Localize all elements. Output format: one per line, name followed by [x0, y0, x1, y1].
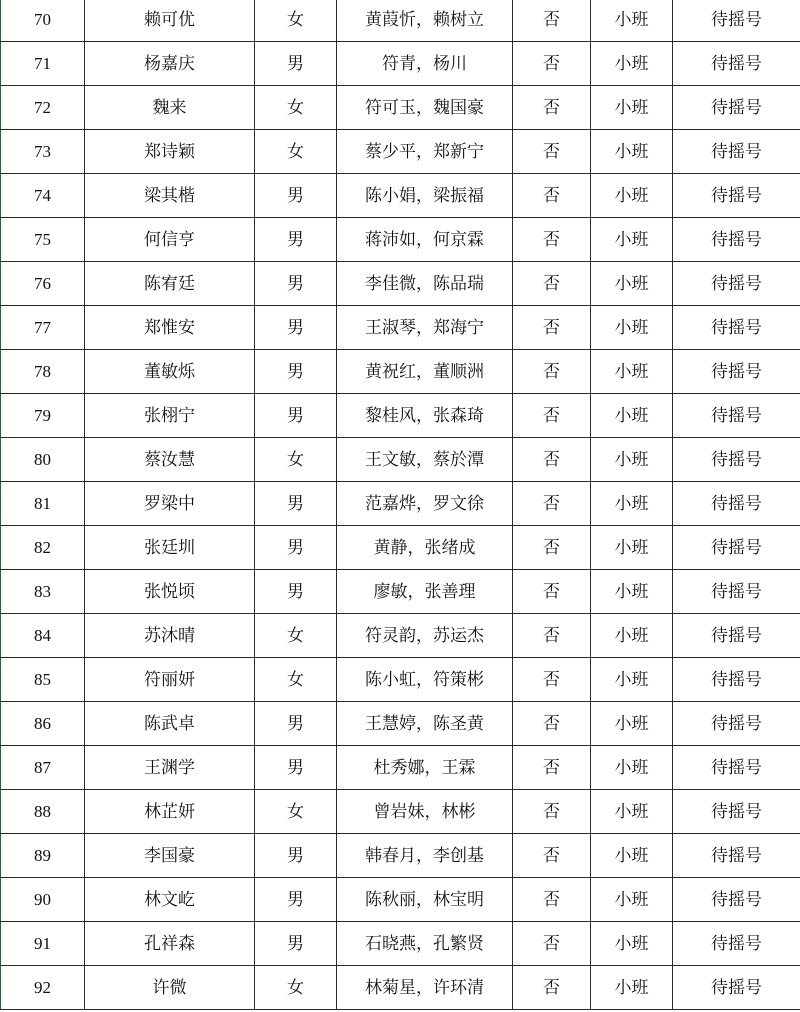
gender-cell: 女	[255, 966, 337, 1010]
priority-flag-cell: 否	[513, 702, 591, 746]
table-row	[1, 482, 800, 526]
child-name-cell: 何信亨	[85, 218, 255, 262]
lottery-status-cell: 待摇号	[673, 570, 800, 614]
serial-number-cell: 80	[1, 438, 85, 482]
serial-number-cell: 82	[1, 526, 85, 570]
guardians-cell: 王淑琴，郑海宁	[337, 306, 513, 350]
lottery-status-cell: 待摇号	[673, 922, 800, 966]
guardians-cell: 石晓燕，孔繁贤	[337, 922, 513, 966]
guardians-cell: 蔡少平，郑新宁	[337, 130, 513, 174]
gender-cell: 女	[255, 790, 337, 834]
child-name-cell: 陈武卓	[85, 702, 255, 746]
lottery-status-cell: 待摇号	[673, 482, 800, 526]
table-row	[1, 262, 800, 306]
table-row	[1, 306, 800, 350]
table-row	[1, 790, 800, 834]
guardians-cell: 陈小娟，梁振福	[337, 174, 513, 218]
child-name-cell: 苏沐晴	[85, 614, 255, 658]
priority-flag-cell: 否	[513, 350, 591, 394]
child-name-cell: 李国豪	[85, 834, 255, 878]
guardians-cell: 符灵韵，苏运杰	[337, 614, 513, 658]
priority-flag-cell: 否	[513, 966, 591, 1010]
serial-number-cell: 89	[1, 834, 85, 878]
table-row	[1, 922, 800, 966]
guardians-cell: 黎桂风，张森琦	[337, 394, 513, 438]
gender-cell: 男	[255, 482, 337, 526]
serial-number-cell: 75	[1, 218, 85, 262]
class-level-cell: 小班	[591, 658, 673, 702]
lottery-status-cell: 待摇号	[673, 218, 800, 262]
class-level-cell: 小班	[591, 262, 673, 306]
class-level-cell: 小班	[591, 438, 673, 482]
class-level-cell: 小班	[591, 746, 673, 790]
table-row	[1, 966, 800, 1010]
lottery-status-cell: 待摇号	[673, 86, 800, 130]
class-level-cell: 小班	[591, 394, 673, 438]
class-level-cell: 小班	[591, 790, 673, 834]
child-name-cell: 魏来	[85, 86, 255, 130]
lottery-status-cell: 待摇号	[673, 790, 800, 834]
gender-cell: 男	[255, 350, 337, 394]
priority-flag-cell: 否	[513, 42, 591, 86]
serial-number-cell: 77	[1, 306, 85, 350]
gender-cell: 男	[255, 834, 337, 878]
lottery-status-cell: 待摇号	[673, 658, 800, 702]
lottery-status-cell: 待摇号	[673, 702, 800, 746]
serial-number-cell: 88	[1, 790, 85, 834]
lottery-status-cell: 待摇号	[673, 174, 800, 218]
child-name-cell: 蔡汝慧	[85, 438, 255, 482]
child-name-cell: 张悦顷	[85, 570, 255, 614]
serial-number-cell: 83	[1, 570, 85, 614]
priority-flag-cell: 否	[513, 790, 591, 834]
guardians-cell: 蒋沛如，何京霖	[337, 218, 513, 262]
table-row	[1, 86, 800, 130]
guardians-cell: 黄静，张绪成	[337, 526, 513, 570]
serial-number-cell: 79	[1, 394, 85, 438]
guardians-cell: 王文敏，蔡於潭	[337, 438, 513, 482]
table-row	[1, 658, 800, 702]
guardians-cell: 范嘉烨，罗文徐	[337, 482, 513, 526]
table-row	[1, 394, 800, 438]
class-level-cell: 小班	[591, 86, 673, 130]
priority-flag-cell: 否	[513, 526, 591, 570]
class-level-cell: 小班	[591, 218, 673, 262]
lottery-status-cell: 待摇号	[673, 306, 800, 350]
priority-flag-cell: 否	[513, 174, 591, 218]
lottery-status-cell: 待摇号	[673, 42, 800, 86]
serial-number-cell: 76	[1, 262, 85, 306]
gender-cell: 男	[255, 526, 337, 570]
priority-flag-cell: 否	[513, 570, 591, 614]
guardians-cell: 韩春月，李创基	[337, 834, 513, 878]
guardians-cell: 杜秀娜，王霖	[337, 746, 513, 790]
gender-cell: 男	[255, 306, 337, 350]
lottery-status-cell: 待摇号	[673, 130, 800, 174]
serial-number-cell: 92	[1, 966, 85, 1010]
lottery-status-cell: 待摇号	[673, 526, 800, 570]
table-row	[1, 834, 800, 878]
lottery-status-cell: 待摇号	[673, 878, 800, 922]
child-name-cell: 符丽妍	[85, 658, 255, 702]
priority-flag-cell: 否	[513, 438, 591, 482]
gender-cell: 男	[255, 262, 337, 306]
guardians-cell: 李佳微，陈品瑞	[337, 262, 513, 306]
serial-number-cell: 84	[1, 614, 85, 658]
class-level-cell: 小班	[591, 878, 673, 922]
lottery-status-cell: 待摇号	[673, 614, 800, 658]
priority-flag-cell: 否	[513, 922, 591, 966]
serial-number-cell: 86	[1, 702, 85, 746]
priority-flag-cell: 否	[513, 834, 591, 878]
class-level-cell: 小班	[591, 702, 673, 746]
priority-flag-cell: 否	[513, 658, 591, 702]
table-row	[1, 0, 800, 42]
gender-cell: 女	[255, 86, 337, 130]
gender-cell: 女	[255, 130, 337, 174]
lottery-status-cell: 待摇号	[673, 746, 800, 790]
lottery-status-cell: 待摇号	[673, 394, 800, 438]
lottery-status-cell: 待摇号	[673, 438, 800, 482]
child-name-cell: 罗梁中	[85, 482, 255, 526]
child-name-cell: 郑诗颖	[85, 130, 255, 174]
roster-body	[1, 0, 800, 1010]
priority-flag-cell: 否	[513, 746, 591, 790]
guardians-cell: 黄祝红，董顺洲	[337, 350, 513, 394]
gender-cell: 男	[255, 218, 337, 262]
serial-number-cell: 70	[1, 0, 85, 42]
child-name-cell: 杨嘉庆	[85, 42, 255, 86]
serial-number-cell: 81	[1, 482, 85, 526]
table-row	[1, 130, 800, 174]
child-name-cell: 林文屹	[85, 878, 255, 922]
table-row	[1, 438, 800, 482]
class-level-cell: 小班	[591, 0, 673, 42]
class-level-cell: 小班	[591, 482, 673, 526]
guardians-cell: 陈秋丽，林宝明	[337, 878, 513, 922]
lottery-status-cell: 待摇号	[673, 0, 800, 42]
guardians-cell: 符青，杨川	[337, 42, 513, 86]
table-row	[1, 42, 800, 86]
gender-cell: 男	[255, 878, 337, 922]
guardians-cell: 符可玉，魏国豪	[337, 86, 513, 130]
class-level-cell: 小班	[591, 350, 673, 394]
table-row	[1, 350, 800, 394]
gender-cell: 男	[255, 922, 337, 966]
child-name-cell: 陈宥廷	[85, 262, 255, 306]
guardians-cell: 陈小虹，符策彬	[337, 658, 513, 702]
priority-flag-cell: 否	[513, 394, 591, 438]
class-level-cell: 小班	[591, 42, 673, 86]
lottery-status-cell: 待摇号	[673, 262, 800, 306]
lottery-status-cell: 待摇号	[673, 834, 800, 878]
table-row	[1, 878, 800, 922]
child-name-cell: 孔祥森	[85, 922, 255, 966]
child-name-cell: 张栩宁	[85, 394, 255, 438]
serial-number-cell: 73	[1, 130, 85, 174]
child-name-cell: 许微	[85, 966, 255, 1010]
guardians-cell: 曾岩妹，林彬	[337, 790, 513, 834]
serial-number-cell: 87	[1, 746, 85, 790]
guardians-cell: 黄葭忻，赖树立	[337, 0, 513, 42]
priority-flag-cell: 否	[513, 130, 591, 174]
class-level-cell: 小班	[591, 834, 673, 878]
class-level-cell: 小班	[591, 922, 673, 966]
table-row	[1, 702, 800, 746]
serial-number-cell: 78	[1, 350, 85, 394]
child-name-cell: 郑惟安	[85, 306, 255, 350]
serial-number-cell: 90	[1, 878, 85, 922]
table-row	[1, 174, 800, 218]
serial-number-cell: 71	[1, 42, 85, 86]
table-row	[1, 526, 800, 570]
child-name-cell: 张廷圳	[85, 526, 255, 570]
guardians-cell: 林菊星，许环清	[337, 966, 513, 1010]
child-name-cell: 董敏烁	[85, 350, 255, 394]
gender-cell: 男	[255, 746, 337, 790]
serial-number-cell: 74	[1, 174, 85, 218]
gender-cell: 女	[255, 614, 337, 658]
child-name-cell: 梁其楷	[85, 174, 255, 218]
class-level-cell: 小班	[591, 526, 673, 570]
priority-flag-cell: 否	[513, 262, 591, 306]
child-name-cell: 王渊学	[85, 746, 255, 790]
lottery-status-cell: 待摇号	[673, 966, 800, 1010]
guardians-cell: 王慧婷，陈圣黄	[337, 702, 513, 746]
gender-cell: 女	[255, 0, 337, 42]
child-name-cell: 林芷妍	[85, 790, 255, 834]
guardians-cell: 廖敏，张善理	[337, 570, 513, 614]
table-row	[1, 570, 800, 614]
gender-cell: 男	[255, 394, 337, 438]
gender-cell: 女	[255, 438, 337, 482]
serial-number-cell: 91	[1, 922, 85, 966]
gender-cell: 男	[255, 174, 337, 218]
serial-number-cell: 72	[1, 86, 85, 130]
priority-flag-cell: 否	[513, 614, 591, 658]
gender-cell: 男	[255, 702, 337, 746]
child-name-cell: 赖可优	[85, 0, 255, 42]
priority-flag-cell: 否	[513, 86, 591, 130]
gender-cell: 男	[255, 570, 337, 614]
table-row	[1, 746, 800, 790]
lottery-status-cell: 待摇号	[673, 350, 800, 394]
class-level-cell: 小班	[591, 130, 673, 174]
priority-flag-cell: 否	[513, 218, 591, 262]
table-row	[1, 614, 800, 658]
class-level-cell: 小班	[591, 306, 673, 350]
table-row	[1, 218, 800, 262]
class-level-cell: 小班	[591, 570, 673, 614]
gender-cell: 女	[255, 658, 337, 702]
priority-flag-cell: 否	[513, 306, 591, 350]
class-level-cell: 小班	[591, 174, 673, 218]
class-level-cell: 小班	[591, 966, 673, 1010]
class-level-cell: 小班	[591, 614, 673, 658]
priority-flag-cell: 否	[513, 482, 591, 526]
priority-flag-cell: 否	[513, 878, 591, 922]
serial-number-cell: 85	[1, 658, 85, 702]
priority-flag-cell: 否	[513, 0, 591, 42]
gender-cell: 男	[255, 42, 337, 86]
